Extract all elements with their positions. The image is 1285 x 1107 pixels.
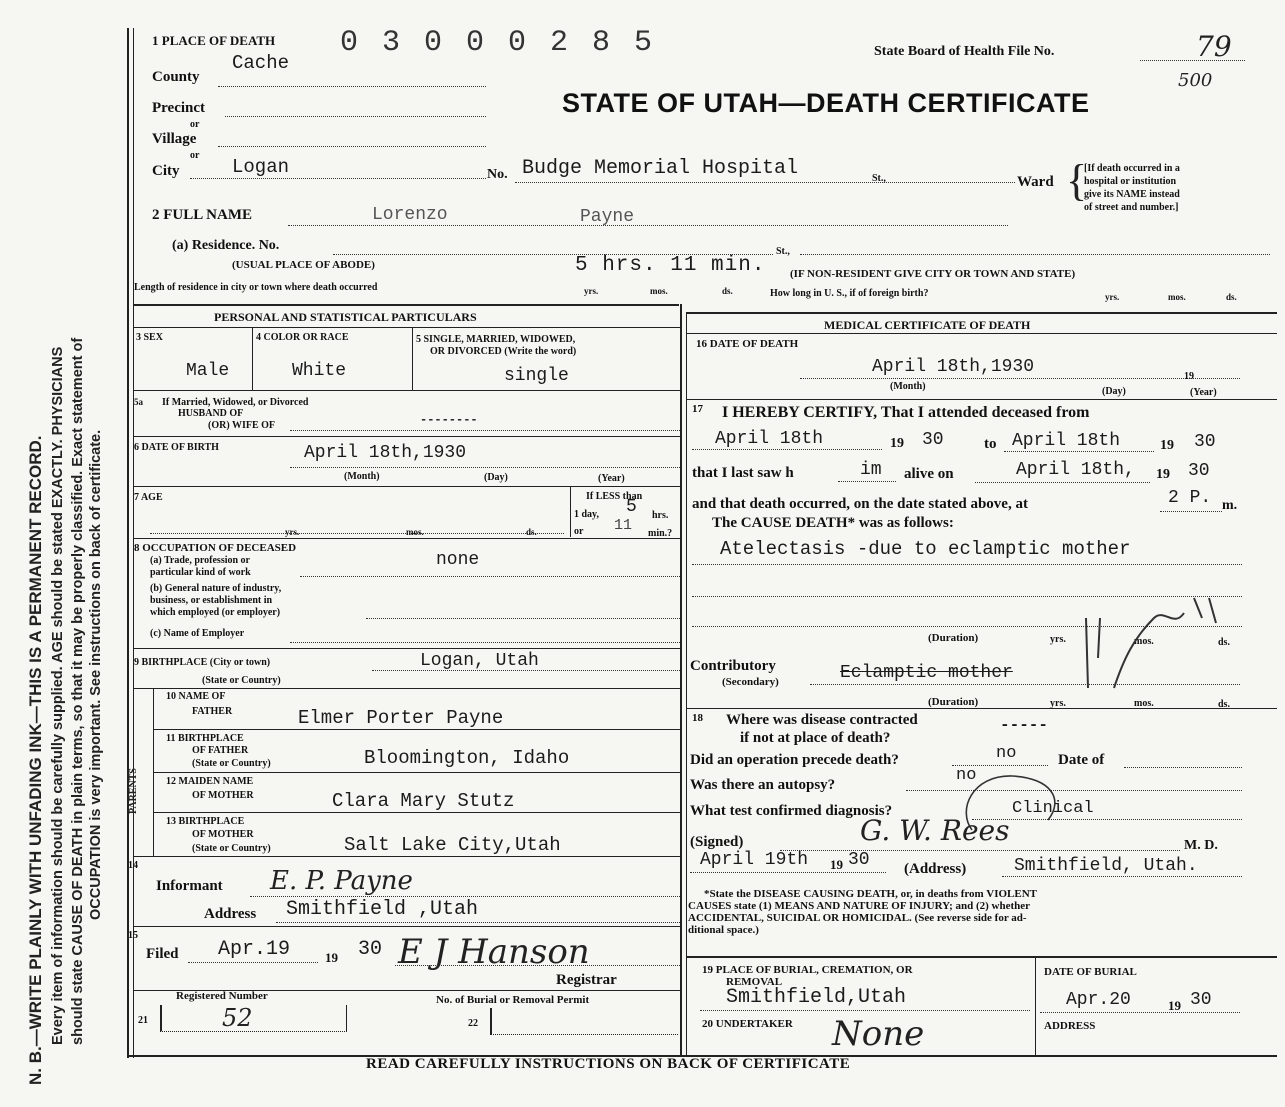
test-value: Clinical bbox=[1012, 799, 1094, 818]
attended-to-year: 30 bbox=[1194, 432, 1216, 452]
full-name-label: 2 FULL NAME bbox=[152, 207, 253, 223]
test-label: What test confirmed diagnosis? bbox=[690, 803, 893, 819]
occupation-c-line bbox=[290, 642, 680, 643]
burial-place-label-1: 19 PLACE OF BURIAL, CREMATION, OR bbox=[702, 964, 913, 976]
informant-address-value: Smithfield ,Utah bbox=[286, 898, 479, 921]
filed-date-value: Apr.19 bbox=[218, 938, 291, 961]
last-saw-him: im bbox=[860, 460, 882, 480]
occupation-value: none bbox=[436, 550, 480, 570]
last-saw-line bbox=[838, 481, 896, 482]
father-name-label-1: 10 NAME OF bbox=[166, 691, 226, 702]
informant-address-line bbox=[276, 922, 680, 923]
birthplace-label: 9 BIRTHPLACE (City or town) bbox=[134, 657, 271, 668]
cause-line-1 bbox=[692, 564, 1242, 565]
filed-year-value: 30 bbox=[358, 938, 383, 961]
cause-of-death-label: The CAUSE DEATH* was as follows: bbox=[712, 515, 954, 531]
duration-label: (Duration) bbox=[928, 632, 979, 644]
signed-year-value: 30 bbox=[848, 850, 870, 870]
hospital-note-brace: { bbox=[1066, 156, 1088, 205]
secondary-label: (Secondary) bbox=[722, 676, 779, 688]
duration2-mos: mos. bbox=[1134, 698, 1154, 709]
us-ds: ds. bbox=[1226, 292, 1237, 302]
document-title: STATE OF UTAH—DEATH CERTIFICATE bbox=[562, 88, 1090, 118]
medical-rule-2 bbox=[687, 708, 1277, 709]
length-mos: mos. bbox=[650, 286, 668, 296]
age-mos: mos. bbox=[406, 527, 424, 537]
hospital-note-2: hospital or institution bbox=[1084, 176, 1177, 187]
occupation-b-3: which employed (or employer) bbox=[150, 607, 281, 618]
marital-label-2: OR DIVORCED (Write the word) bbox=[430, 346, 577, 357]
marital-label-1: 5 SINGLE, MARRIED, WIDOWED, bbox=[416, 334, 576, 345]
age-ds: ds. bbox=[526, 527, 537, 537]
attended-from-line bbox=[692, 449, 882, 450]
us-mos: mos. bbox=[1168, 292, 1186, 302]
section-top-rule bbox=[133, 304, 679, 306]
occupation-c: (c) Name of Employer bbox=[150, 628, 245, 639]
center-divider bbox=[680, 304, 682, 1056]
file-number-extra: 500 bbox=[1178, 70, 1213, 91]
medical-top-rule bbox=[687, 312, 1277, 314]
death-day-label: (Day) bbox=[1102, 386, 1126, 397]
length-of-residence-value: 5 hrs. 11 min. bbox=[575, 254, 766, 277]
village-line bbox=[218, 146, 486, 147]
contracted-value: ----- bbox=[1000, 716, 1049, 734]
date-of-death-line bbox=[800, 378, 1240, 379]
age-less-divider bbox=[570, 487, 571, 537]
filed-line bbox=[188, 962, 318, 963]
age-hours-value: 5 bbox=[626, 497, 637, 517]
informant-value: E. P. Payne bbox=[270, 866, 413, 896]
file-number-value: 79 bbox=[1196, 30, 1232, 63]
burial-address-label: ADDRESS bbox=[1044, 1020, 1096, 1032]
contracted-label-1: Where was disease contracted bbox=[726, 712, 918, 728]
age-min: min.? bbox=[648, 528, 673, 539]
hospital-note-3: give its NAME instead bbox=[1084, 189, 1180, 200]
burial-permit-num: 22 bbox=[468, 1018, 478, 1029]
alive-on-19: 19 bbox=[1156, 467, 1170, 482]
contributory-label: Contributory bbox=[690, 658, 776, 674]
informant-label: Informant bbox=[156, 878, 223, 894]
informant-line bbox=[250, 896, 680, 897]
operation-date-label: Date of bbox=[1058, 752, 1105, 768]
duration-yrs: yrs. bbox=[1050, 634, 1066, 645]
personal-title-rule bbox=[133, 327, 680, 328]
sex-race-divider bbox=[252, 328, 253, 390]
burial-date-label: DATE OF BURIAL bbox=[1044, 966, 1137, 978]
registered-number-num: 21 bbox=[138, 1015, 148, 1026]
father-name-label-2: FATHER bbox=[192, 706, 233, 717]
first-name-value: Lorenzo bbox=[372, 205, 448, 225]
sex-value: Male bbox=[186, 361, 230, 381]
side-note-line3: should state CAUSE OF DEATH in plain terms, so that it may be properly classified. Exact statement of bbox=[70, 337, 86, 1045]
hospital-value: Budge Memorial Hospital bbox=[522, 157, 799, 180]
burial-date-line bbox=[1040, 1012, 1240, 1013]
occupation-a-2: particular kind of work bbox=[150, 567, 251, 578]
serial-number: 0 3 0 0 0 2 8 5 bbox=[340, 26, 656, 60]
spouse-label-2: HUSBAND OF bbox=[178, 408, 244, 419]
row-rule-2 bbox=[133, 436, 680, 437]
filed-label: Filed bbox=[146, 946, 179, 962]
row-rule-9 bbox=[153, 812, 680, 813]
race-value: White bbox=[292, 361, 347, 381]
burial-19: 19 bbox=[1168, 998, 1181, 1013]
date-of-death-value: April 18th,1930 bbox=[872, 357, 1035, 377]
alive-on-year: 30 bbox=[1188, 461, 1210, 481]
physician-address-value: Smithfield, Utah. bbox=[1014, 856, 1198, 876]
marginal-scribble bbox=[1074, 588, 1224, 698]
spouse-line bbox=[290, 430, 680, 431]
attended-from-19: 19 bbox=[890, 436, 904, 451]
attended-from-date: April 18th bbox=[715, 429, 824, 449]
registrar-label: Registrar bbox=[556, 972, 617, 988]
registered-number-value: 52 bbox=[222, 1004, 253, 1032]
registered-number-label: Registered Number bbox=[176, 990, 268, 1002]
burial-permit-label: No. of Burial or Removal Permit bbox=[436, 994, 590, 1006]
outer-frame-left bbox=[127, 28, 129, 1058]
father-birthplace-label-2: OF FATHER bbox=[192, 745, 249, 756]
signature-line bbox=[780, 850, 1180, 851]
death-year-label: (Year) bbox=[1190, 387, 1217, 398]
parents-label: PARENTS bbox=[128, 768, 139, 814]
burial-top-rule bbox=[687, 956, 1277, 958]
or-2: or bbox=[190, 150, 200, 161]
last-saw-label: that I last saw h bbox=[692, 465, 794, 481]
age-label: 7 AGE bbox=[134, 492, 163, 503]
duration2-yrs: yrs. bbox=[1050, 698, 1066, 709]
date-of-death-label: 16 DATE OF DEATH bbox=[696, 338, 799, 350]
mother-name-label-2: OF MOTHER bbox=[192, 790, 254, 801]
attended-to-label: to bbox=[984, 436, 997, 452]
dob-value: April 18th,1930 bbox=[304, 443, 467, 463]
signed-19: 19 bbox=[830, 857, 843, 872]
age-less-label-2: 1 day, bbox=[574, 509, 600, 520]
father-name-value: Elmer Porter Payne bbox=[298, 707, 504, 729]
hospital-line bbox=[515, 182, 1015, 183]
medical-rule-1 bbox=[687, 399, 1277, 400]
physician-address-label: (Address) bbox=[904, 861, 967, 877]
certify-num: 17 bbox=[692, 403, 703, 415]
dob-label: 6 DATE OF BIRTH bbox=[134, 442, 219, 453]
place-of-death-label: 1 PLACE OF DEATH bbox=[152, 33, 276, 48]
attended-to-19: 19 bbox=[1160, 438, 1174, 453]
death-month-label: (Month) bbox=[890, 381, 926, 392]
row-rule-10 bbox=[133, 856, 680, 857]
side-note-line2: Every item of information should be carefully supplied. AGE should be stated EXACTLY. PHYSICIANS bbox=[50, 346, 66, 1045]
hospital-note-4: of street and number.] bbox=[1084, 202, 1179, 213]
county-line bbox=[218, 86, 486, 87]
father-birthplace-value: Bloomington, Idaho bbox=[364, 747, 570, 769]
row-rule-5 bbox=[133, 648, 680, 649]
mother-birthplace-label-2: OF MOTHER bbox=[192, 829, 254, 840]
residence-line-2 bbox=[800, 254, 1270, 255]
dob-day-label: (Day) bbox=[484, 472, 508, 483]
alive-on-line bbox=[975, 482, 1150, 483]
informant-address-label: Address bbox=[204, 906, 257, 922]
registrar-signature: E J Hanson bbox=[398, 932, 590, 972]
personal-section-title: PERSONAL AND STATISTICAL PARTICULARS bbox=[214, 310, 477, 324]
hospital-no-label: No. bbox=[487, 167, 508, 182]
city-value: Logan bbox=[232, 156, 290, 178]
operation-value: no bbox=[996, 744, 1017, 763]
age-hrs: hrs. bbox=[652, 510, 669, 521]
spouse-label-1: If Married, Widowed, or Divorced bbox=[162, 397, 309, 408]
burial-place-line bbox=[700, 1010, 1030, 1011]
row-rule-1 bbox=[133, 390, 680, 391]
occupation-b-1: (b) General nature of industry, bbox=[150, 583, 282, 594]
duration2-ds: ds. bbox=[1218, 699, 1230, 710]
abode-label: (USUAL PLACE OF ABODE) bbox=[232, 259, 375, 271]
birthplace-value: Logan, Utah bbox=[420, 651, 539, 671]
undertaker-label: 20 UNDERTAKER bbox=[702, 1018, 793, 1030]
medical-section-title: MEDICAL CERTIFICATE OF DEATH bbox=[824, 318, 1031, 332]
death-time-value: 2 P. bbox=[1168, 488, 1212, 508]
dob-month-label: (Month) bbox=[344, 471, 380, 482]
autopsy-label: Was there an autopsy? bbox=[690, 777, 836, 793]
burial-date-value: Apr.20 bbox=[1066, 990, 1131, 1010]
operation-date-line bbox=[1124, 767, 1242, 768]
us-yrs: yrs. bbox=[1105, 292, 1120, 302]
dob-year-label: (Year) bbox=[598, 473, 625, 484]
filed-num: 15 bbox=[128, 930, 138, 941]
age-less-label-1: If LESS than bbox=[586, 491, 643, 502]
registrar-line bbox=[395, 965, 680, 966]
contracted-num: 18 bbox=[692, 712, 703, 724]
residence-label: (a) Residence. No. bbox=[172, 238, 280, 253]
marital-value: single bbox=[504, 366, 569, 386]
contracted-label-2: if not at place of death? bbox=[740, 730, 891, 746]
registered-number-box bbox=[160, 1005, 347, 1032]
death-time-m: m. bbox=[1222, 498, 1238, 513]
father-birthplace-label-3: (State or Country) bbox=[192, 758, 271, 769]
length-of-residence-label: Length of residence in city or town where death occurred bbox=[134, 282, 378, 293]
row-rule-11 bbox=[133, 926, 680, 927]
signed-label: (Signed) bbox=[690, 834, 744, 850]
city-label: City bbox=[152, 163, 180, 179]
signed-date-value: April 19th bbox=[700, 850, 809, 870]
duration-mos: mos. bbox=[1134, 636, 1154, 647]
alive-on-date: April 18th, bbox=[1016, 460, 1135, 480]
contributory-value: Eclamptic mother bbox=[840, 663, 1013, 683]
mother-birthplace-value: Salt Lake City,Utah bbox=[344, 834, 561, 856]
physician-signature: G. W. Rees bbox=[860, 814, 1010, 847]
occupation-label: 8 OCCUPATION OF DECEASED bbox=[134, 542, 297, 554]
cause-footnote-4: ditional space.) bbox=[688, 924, 759, 936]
birthplace-sub-label: (State or Country) bbox=[202, 675, 281, 686]
sex-label: 3 SEX bbox=[136, 332, 163, 343]
occupation-a-line bbox=[300, 576, 680, 577]
footer-instructions: READ CAREFULLY INSTRUCTIONS ON BACK OF CERTIFICATE bbox=[366, 1056, 851, 1072]
side-note-line4: OCCUPATION is very important. See instructions on back of certificate. bbox=[88, 429, 104, 920]
spouse-num: 5a bbox=[134, 397, 143, 407]
length-yrs: yrs. bbox=[584, 286, 599, 296]
or-1: or bbox=[190, 119, 200, 130]
burial-permit-box bbox=[490, 1008, 678, 1035]
informant-num: 14 bbox=[128, 860, 138, 871]
mother-name-value: Clara Mary Stutz bbox=[332, 790, 515, 812]
side-note-permanent-record: N. B.—WRITE PLAINLY WITH UNFADING INK—THIS IS A PERMANENT RECORD. bbox=[26, 435, 45, 1085]
county-value: Cache bbox=[232, 52, 290, 74]
certify-text: I HEREBY CERTIFY, That I attended deceased from bbox=[722, 404, 1090, 421]
occupation-b-2: business, or establishment in bbox=[150, 595, 273, 606]
county-label: County bbox=[152, 69, 200, 85]
row-rule-6 bbox=[133, 688, 680, 689]
filed-19: 19 bbox=[325, 950, 338, 965]
duration2-label: (Duration) bbox=[928, 696, 979, 708]
md-label: M. D. bbox=[1184, 838, 1218, 853]
village-label: Village bbox=[152, 131, 197, 147]
precinct-label: Precinct bbox=[152, 100, 206, 116]
age-line bbox=[150, 533, 564, 534]
cause-of-death-value: Atelectasis -due to eclamptic mother bbox=[720, 538, 1131, 560]
age-minutes-value: 11 bbox=[614, 517, 633, 534]
race-marital-divider bbox=[412, 328, 413, 390]
nonresident-label: (IF NON-RESIDENT GIVE CITY OR TOWN AND STATE) bbox=[790, 268, 1076, 280]
father-birthplace-label-1: 11 BIRTHPLACE bbox=[166, 733, 244, 744]
mother-birthplace-label-3: (State or Country) bbox=[192, 843, 271, 854]
medical-title-rule bbox=[687, 333, 1277, 334]
death-time-line bbox=[1160, 511, 1222, 512]
attended-to-line bbox=[1004, 451, 1154, 452]
row-rule-7 bbox=[153, 729, 680, 730]
precinct-line bbox=[225, 116, 486, 117]
birthplace-line bbox=[372, 670, 680, 671]
attended-from-year: 30 bbox=[922, 430, 944, 450]
hospital-note-1: [If death occurred in a bbox=[1084, 163, 1180, 174]
hospital-st-label: St., bbox=[872, 173, 886, 184]
age-less-label-3: or bbox=[574, 526, 584, 537]
cause-footnote-1: *State the DISEASE CAUSING DEATH, or, in deaths from VIOLENT bbox=[704, 888, 1038, 900]
signed-date-line bbox=[690, 872, 886, 873]
row-rule-8 bbox=[153, 772, 680, 773]
cause-footnote-3: ACCIDENTAL, SUICIDAL OR HOMICIDAL. (See reverse side for ad- bbox=[688, 912, 1027, 924]
row-rule-3 bbox=[133, 486, 680, 487]
spouse-label-3: (OR) WIFE OF bbox=[208, 420, 276, 431]
alive-on-label: alive on bbox=[904, 466, 954, 482]
burial-place-label-2: REMOVAL bbox=[726, 976, 783, 988]
autopsy-value: no bbox=[956, 766, 977, 785]
file-number-label: State Board of Health File No. bbox=[874, 44, 1055, 59]
residence-st-label: St., bbox=[776, 246, 790, 257]
mother-name-label-1: 12 MAIDEN NAME bbox=[166, 776, 254, 787]
burial-place-value: Smithfield,Utah bbox=[726, 986, 907, 1009]
attended-to-date: April 18th bbox=[1012, 431, 1121, 451]
death-year-19: 19 bbox=[1184, 371, 1194, 382]
center-divider-inner bbox=[686, 312, 687, 1056]
death-occurred-label: and that death occurred, on the date stated above, at bbox=[692, 496, 1028, 512]
duration-ds: ds. bbox=[1218, 637, 1230, 648]
row-rule-4 bbox=[133, 538, 680, 539]
undertaker-value: None bbox=[832, 1014, 925, 1054]
length-ds: ds. bbox=[722, 286, 733, 296]
occupation-a-1: (a) Trade, profession or bbox=[150, 555, 250, 566]
burial-divider bbox=[1035, 956, 1036, 1056]
age-yrs: yrs. bbox=[285, 527, 300, 537]
spouse-value: -------- bbox=[420, 413, 478, 427]
race-label: 4 COLOR OR RACE bbox=[256, 332, 349, 343]
ward-label: Ward bbox=[1017, 174, 1054, 190]
last-name-value: Payne bbox=[580, 207, 635, 227]
operation-label: Did an operation precede death? bbox=[690, 752, 899, 768]
cause-footnote-2: CAUSES state (1) MEANS AND NATURE OF INJURY; and (2) whether bbox=[688, 900, 1031, 912]
physician-address-line bbox=[1002, 876, 1242, 877]
full-name-line bbox=[288, 225, 1008, 226]
city-line bbox=[190, 178, 486, 179]
us-residence-label: How long in U. S., if of foreign birth? bbox=[770, 288, 929, 299]
dob-line bbox=[290, 467, 680, 468]
burial-year-value: 30 bbox=[1190, 990, 1212, 1010]
mother-birthplace-label-1: 13 BIRTHPLACE bbox=[166, 816, 245, 827]
occupation-b-line bbox=[366, 618, 680, 619]
